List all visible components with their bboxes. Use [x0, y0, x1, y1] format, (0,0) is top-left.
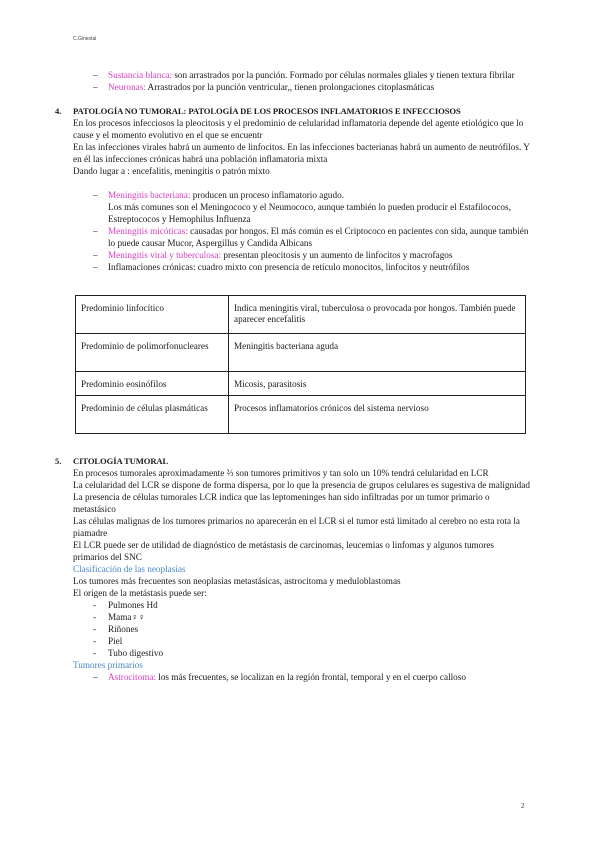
- paragraph: En las infecciones virales habrá un aumento de linfocitos. En las infecciones bacterianas habrá un aumento de neutrófilos. Y en él las infecciones crónicas habrá una población inflamatoria mixta: [73, 142, 530, 164]
- paragraph: Dando lugar a : encefalitis, meningitis o patrón mixto: [73, 166, 270, 176]
- list-item-text: son arrastrados por la punción. Formado por células normales gliales y tienen textura fibrilar: [172, 70, 515, 80]
- list-item: – Meningitis micóticas: causadas por hongos. El más común es el Criptococo en pacientes con sida, aunque también lo puede causar Mucor, Aspergillus y Candida Albicans: [93, 226, 529, 248]
- table-row: [76, 396, 526, 434]
- table-cell: Predominio de polimorfonucleares: [76, 334, 229, 372]
- list-item-label: Meningitis viral y tuberculosa:: [108, 250, 222, 260]
- list-item: - Tubo digestivo: [93, 648, 164, 658]
- table-row: [76, 334, 526, 372]
- page-number: 2: [521, 802, 525, 810]
- list-item: – Meningitis viral y tuberculosa: presentan pleocitosis y un aumento de linfocitos y macrofagos: [93, 250, 453, 260]
- list-item-text: causadas por hongos. El más común es el Criptococo en pacientes con sida, aunque también lo puede causar Mucor, Aspergillus y Candida Albicans: [108, 226, 529, 248]
- paragraph: En los procesos infecciosos la pleocitosis y el predominio de celularidad inflamatoria depende del agente etiológico que lo cause y el momento evolutivo en el que se encuentr: [73, 118, 524, 140]
- table-cell: Indica meningitis viral, tuberculosa o provocada por hongos. También puede aparecer encefalitis: [229, 296, 526, 334]
- subheading-clasificacion: Clasificación de las neoplasias: [73, 564, 186, 574]
- table-row: [76, 296, 526, 334]
- paragraph: La presencia de células tumorales LCR indica que las leptomeninges han sido infiltradas por un tumor primario o metastásico: [73, 492, 490, 514]
- list-item-label: Meningitis bacteriana:: [108, 190, 191, 200]
- list-item-label: Astrocitoma:: [108, 672, 156, 682]
- table-cell: Procesos inflamatorios crónicos del sistema nervioso: [229, 396, 526, 434]
- list-item-label: Meningitis micóticas:: [108, 226, 188, 236]
- table-cell: Predominio linfocítico: [76, 296, 229, 334]
- list-item-text: presentan pleocitosis y un aumento de linfocitos y macrofagos: [221, 250, 453, 260]
- list-item-text: Arrastrados por la punción ventricular,, tienen prolongaciones citoplasmáticas: [145, 82, 435, 92]
- paragraph: En procesos tumorales aproximadamente ⅔ son tumores primitivos y tan solo un 10% tendrá celularidad en LCR: [73, 468, 489, 478]
- table-row: [76, 372, 526, 396]
- list-item-text: los más frecuentes, se localizan en la región frontal, temporal y en el cuerpo calloso: [155, 672, 466, 682]
- list-item-label: Neuronas:: [108, 82, 146, 92]
- paragraph: La celularidad del LCR se dispone de forma dispersa, por lo que la presencia de grupos celulares es sugestiva de malignidad: [73, 480, 530, 490]
- list-item-label: Sustancia blanca:: [108, 70, 173, 80]
- paragraph: El origen de la metástasis puede ser:: [73, 588, 207, 598]
- list-item: - Piel: [93, 636, 123, 646]
- list-item-subtext: Los más comunes son el Meningococo y el Neumococo, aunque también lo pueden producir el Estafilococos, Estreptococos y Hemophilus Influenza: [108, 202, 511, 224]
- section-4-heading: [55, 105, 531, 117]
- section-5-heading: [55, 455, 531, 467]
- list-item: – Astrocitoma: los más frecuentes, se localizan en la región frontal, temporal y en el cuerpo calloso: [93, 672, 466, 682]
- section-number: 4.: [55, 106, 62, 116]
- page-header-author: C.Ginestal: [73, 36, 97, 42]
- subheading-tumores-primarios: Tumores primarios: [73, 660, 143, 670]
- list-item: – Meningitis bacteriana: producen un proceso inflamatorio agudo. Los más comunes son el Meningococo y el Neumococo, aunque también lo pueden producir el Estafilococos, Estreptococos y Hemophilus Influenza: [73, 189, 531, 225]
- list-item: - Pulmones Hd: [93, 600, 158, 610]
- section-number: 5.: [55, 456, 62, 466]
- list-item: – Sustancia blanca: son arrastrados por la punción. Formado por células normales gliales y tienen textura fibrilar: [93, 70, 515, 80]
- list-item: - Riñones: [93, 624, 139, 634]
- list-item: – Inflamaciones crónicas: cuadro mixto con presencia de retículo monocitos, linfocitos y neutrófilos: [93, 262, 470, 272]
- table-cell: Micosis, parasitosis: [229, 372, 526, 396]
- list-item-text: Inflamaciones crónicas: cuadro mixto con presencia de retículo monocitos, linfocitos y neutrófilos: [108, 262, 470, 272]
- list-item-text: producen un proceso inflamatorio agudo.: [190, 190, 344, 200]
- list-item: - Mama♀♀: [93, 612, 146, 622]
- list-item: – Neuronas: Arrastrados por la punción ventricular,, tienen prolongaciones citoplasmáticas: [93, 82, 435, 92]
- paragraph: Las células malignas de los tumores primarios no aparecerán en el LCR si el tumor está limitado al cerebro no esta rota la piamadre: [73, 516, 520, 538]
- section-title: CITOLOGÍA TUMORAL: [73, 456, 169, 466]
- inflammation-table: [75, 295, 526, 434]
- document-body: [55, 69, 531, 683]
- paragraph: Los tumores más frecuentes son neoplasias metastásicas, astrocitoma y meduloblastomas: [73, 576, 401, 586]
- section-title: PATOLOGÍA NO TUMORAL: PATOLOGÍA DE LOS PROCESOS INFLAMATORIOS E INFECCIOSOS: [73, 106, 461, 116]
- table-cell: Predominio eosinófilos: [76, 372, 229, 396]
- table-cell: Meningitis bacteriana aguda: [229, 334, 526, 372]
- paragraph: El LCR puede ser de utilidad de diagnóstico de metástasis de carcinomas, leucemias o linfomas y algunos tumores primarios del SNC: [73, 540, 494, 562]
- table-cell: Predominio de células plasmáticas: [76, 396, 229, 434]
